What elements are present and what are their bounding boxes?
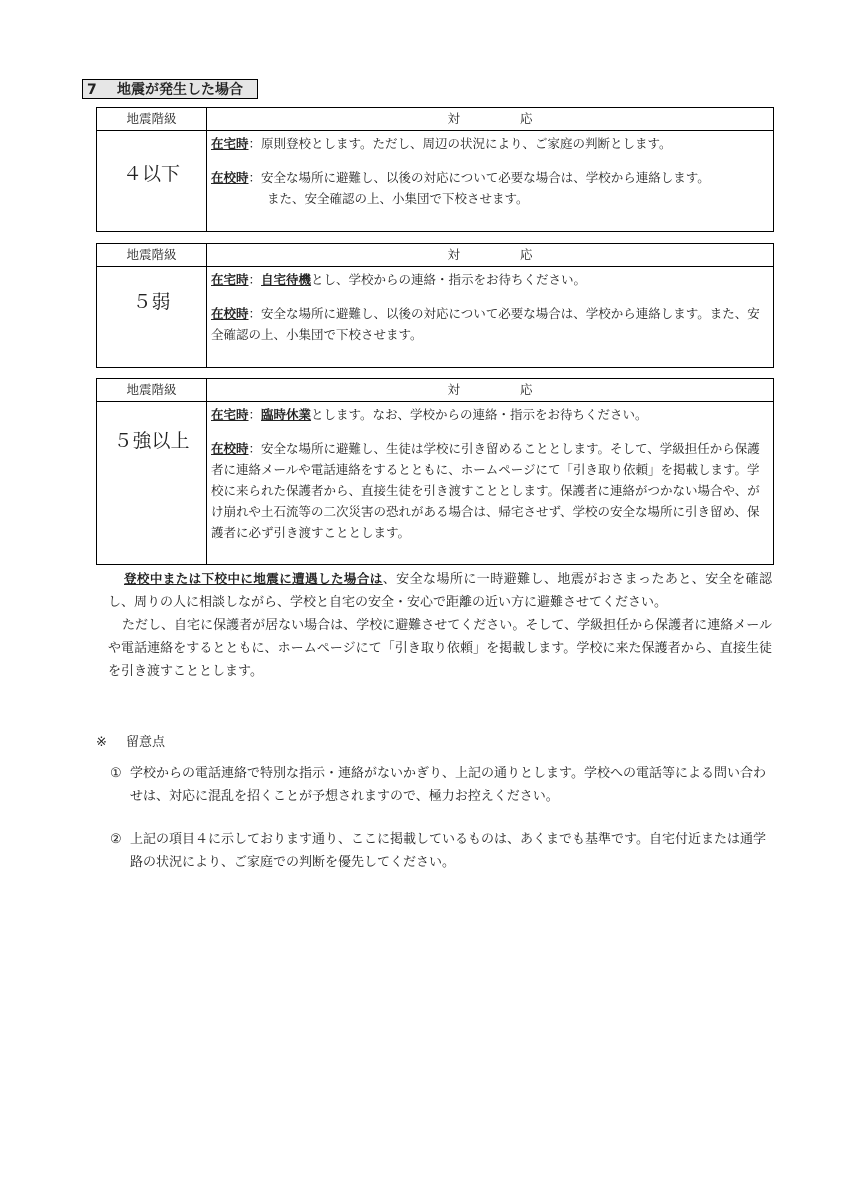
section-title (82, 79, 258, 99)
response-cell (207, 131, 774, 232)
school-text: ：安全な場所に避難し、以後の対応について必要な場合は、学校から連絡します。また、安全確認の上、小集団で下校させます。 (211, 306, 760, 342)
home-emphasis: 自宅待機 (261, 272, 312, 287)
commute-paragraph (108, 567, 772, 614)
header-response: 対 応 (207, 379, 774, 402)
intensity-table-5-upper-or-above (96, 378, 774, 565)
home-label: 在宅時 (211, 407, 249, 422)
response-cell (207, 267, 774, 368)
response-cell (207, 402, 774, 565)
home-text: とします。なお、学校からの連絡・指示をお待ちください。 (311, 407, 648, 422)
home-emphasis: 臨時休業 (261, 407, 312, 422)
home-response: 在宅時：臨時休業とします。なお、学校からの連絡・指示をお待ちください。 (211, 407, 648, 422)
home-response: 在宅時：自宅待機とし、学校からの連絡・指示をお待ちください。 (211, 272, 587, 287)
level-cell (97, 267, 207, 368)
note-item-text: 学校からの電話連絡で特別な指示・連絡がないかぎり、上記の通りとします。学校への電話等による問い合わせは、対応に混乱を招くことが予想されますので、極力お控えください。 (130, 766, 766, 804)
commute-emphasis: 登校中または下校中に地震に遭遇した場合は (124, 571, 383, 586)
home-label: 在宅時 (211, 136, 249, 151)
note-item-text: 上記の項目４に示しております通り、ここに掲載しているものは、あくまでも基準です。自宅付近または通学路の状況により、ご家庭での判断を優先してください。 (130, 832, 766, 870)
level-value: ５強以上 (113, 430, 190, 452)
notes-heading (96, 731, 772, 754)
note-item-number: ① (110, 766, 122, 781)
note-item (110, 828, 772, 874)
school-label: 在校時 (211, 306, 249, 321)
school-response (211, 303, 769, 345)
header-level: 地震階級 (97, 379, 207, 402)
section-number: 7 (87, 82, 97, 98)
level-cell (97, 131, 207, 232)
home-text: とし、学校からの連絡・指示をお待ちください。 (311, 272, 587, 287)
intensity-table-5-lower (96, 243, 774, 368)
school-label: 在校時 (211, 441, 249, 456)
school-text: ：安全な場所に避難し、以後の対応について必要な場合は、学校から連絡します。 (248, 170, 710, 185)
header-response: 対 応 (207, 244, 774, 267)
commute-guidance (108, 567, 772, 683)
absent-parent-paragraph: ただし、自宅に保護者が居ない場合は、学校に避難させてください。そして、学級担任から保護者に連絡メールや電話連絡をするとともに、ホームページにて「引き取り依頼」を掲載します。学校に来た保護者から、直接生徒を引き渡すこととします。 (108, 618, 772, 679)
school-label: 在校時 (211, 170, 249, 185)
level-value: ５弱 (132, 291, 171, 313)
intensity-table-4-or-below (96, 107, 774, 232)
home-response (211, 133, 769, 154)
home-text: ：原則登校とします。ただし、周辺の状況により、ご家庭の判断とします。 (248, 136, 672, 151)
school-response (211, 438, 769, 543)
level-cell (97, 402, 207, 565)
school-text: ：安全な場所に避難し、生徒は学校に引き留めることとします。そして、学級担任から保護者に連絡メールや電話連絡をするとともに、ホームページにて「引き取り依頼」を掲載します。学校に来られた保護者から、直接生徒を引き渡すこととします。保護者に連絡がつかない場合や、がけ崩れや土石流等の二次災害の恐れがある場合は、帰宅させず、学校の安全な場所に引き留め、保護者に必ず引き渡すこととします。 (211, 441, 760, 540)
note-item-number: ② (110, 832, 122, 847)
header-level: 地震階級 (97, 108, 207, 131)
school-response-cont: また、安全確認の上、小集団で下校させます。 (267, 191, 529, 206)
notes-title: 留意点 (126, 735, 166, 750)
notes-section (96, 731, 772, 874)
section-title-text: 地震が発生した場合 (117, 82, 243, 98)
note-mark: ※ (96, 735, 107, 750)
header-level: 地震階級 (97, 244, 207, 267)
header-response: 対 応 (207, 108, 774, 131)
commute-text: 、安全な場所に一時避難し、地震がおさまったあと、安全を確認し、周りの人に相談しながら、学校と自宅の安全・安心で距離の近い方に避難させてください。 (108, 572, 772, 610)
school-response (211, 167, 769, 188)
home-label: 在宅時 (211, 272, 249, 287)
note-item (110, 762, 772, 808)
level-value: ４以下 (122, 163, 180, 185)
